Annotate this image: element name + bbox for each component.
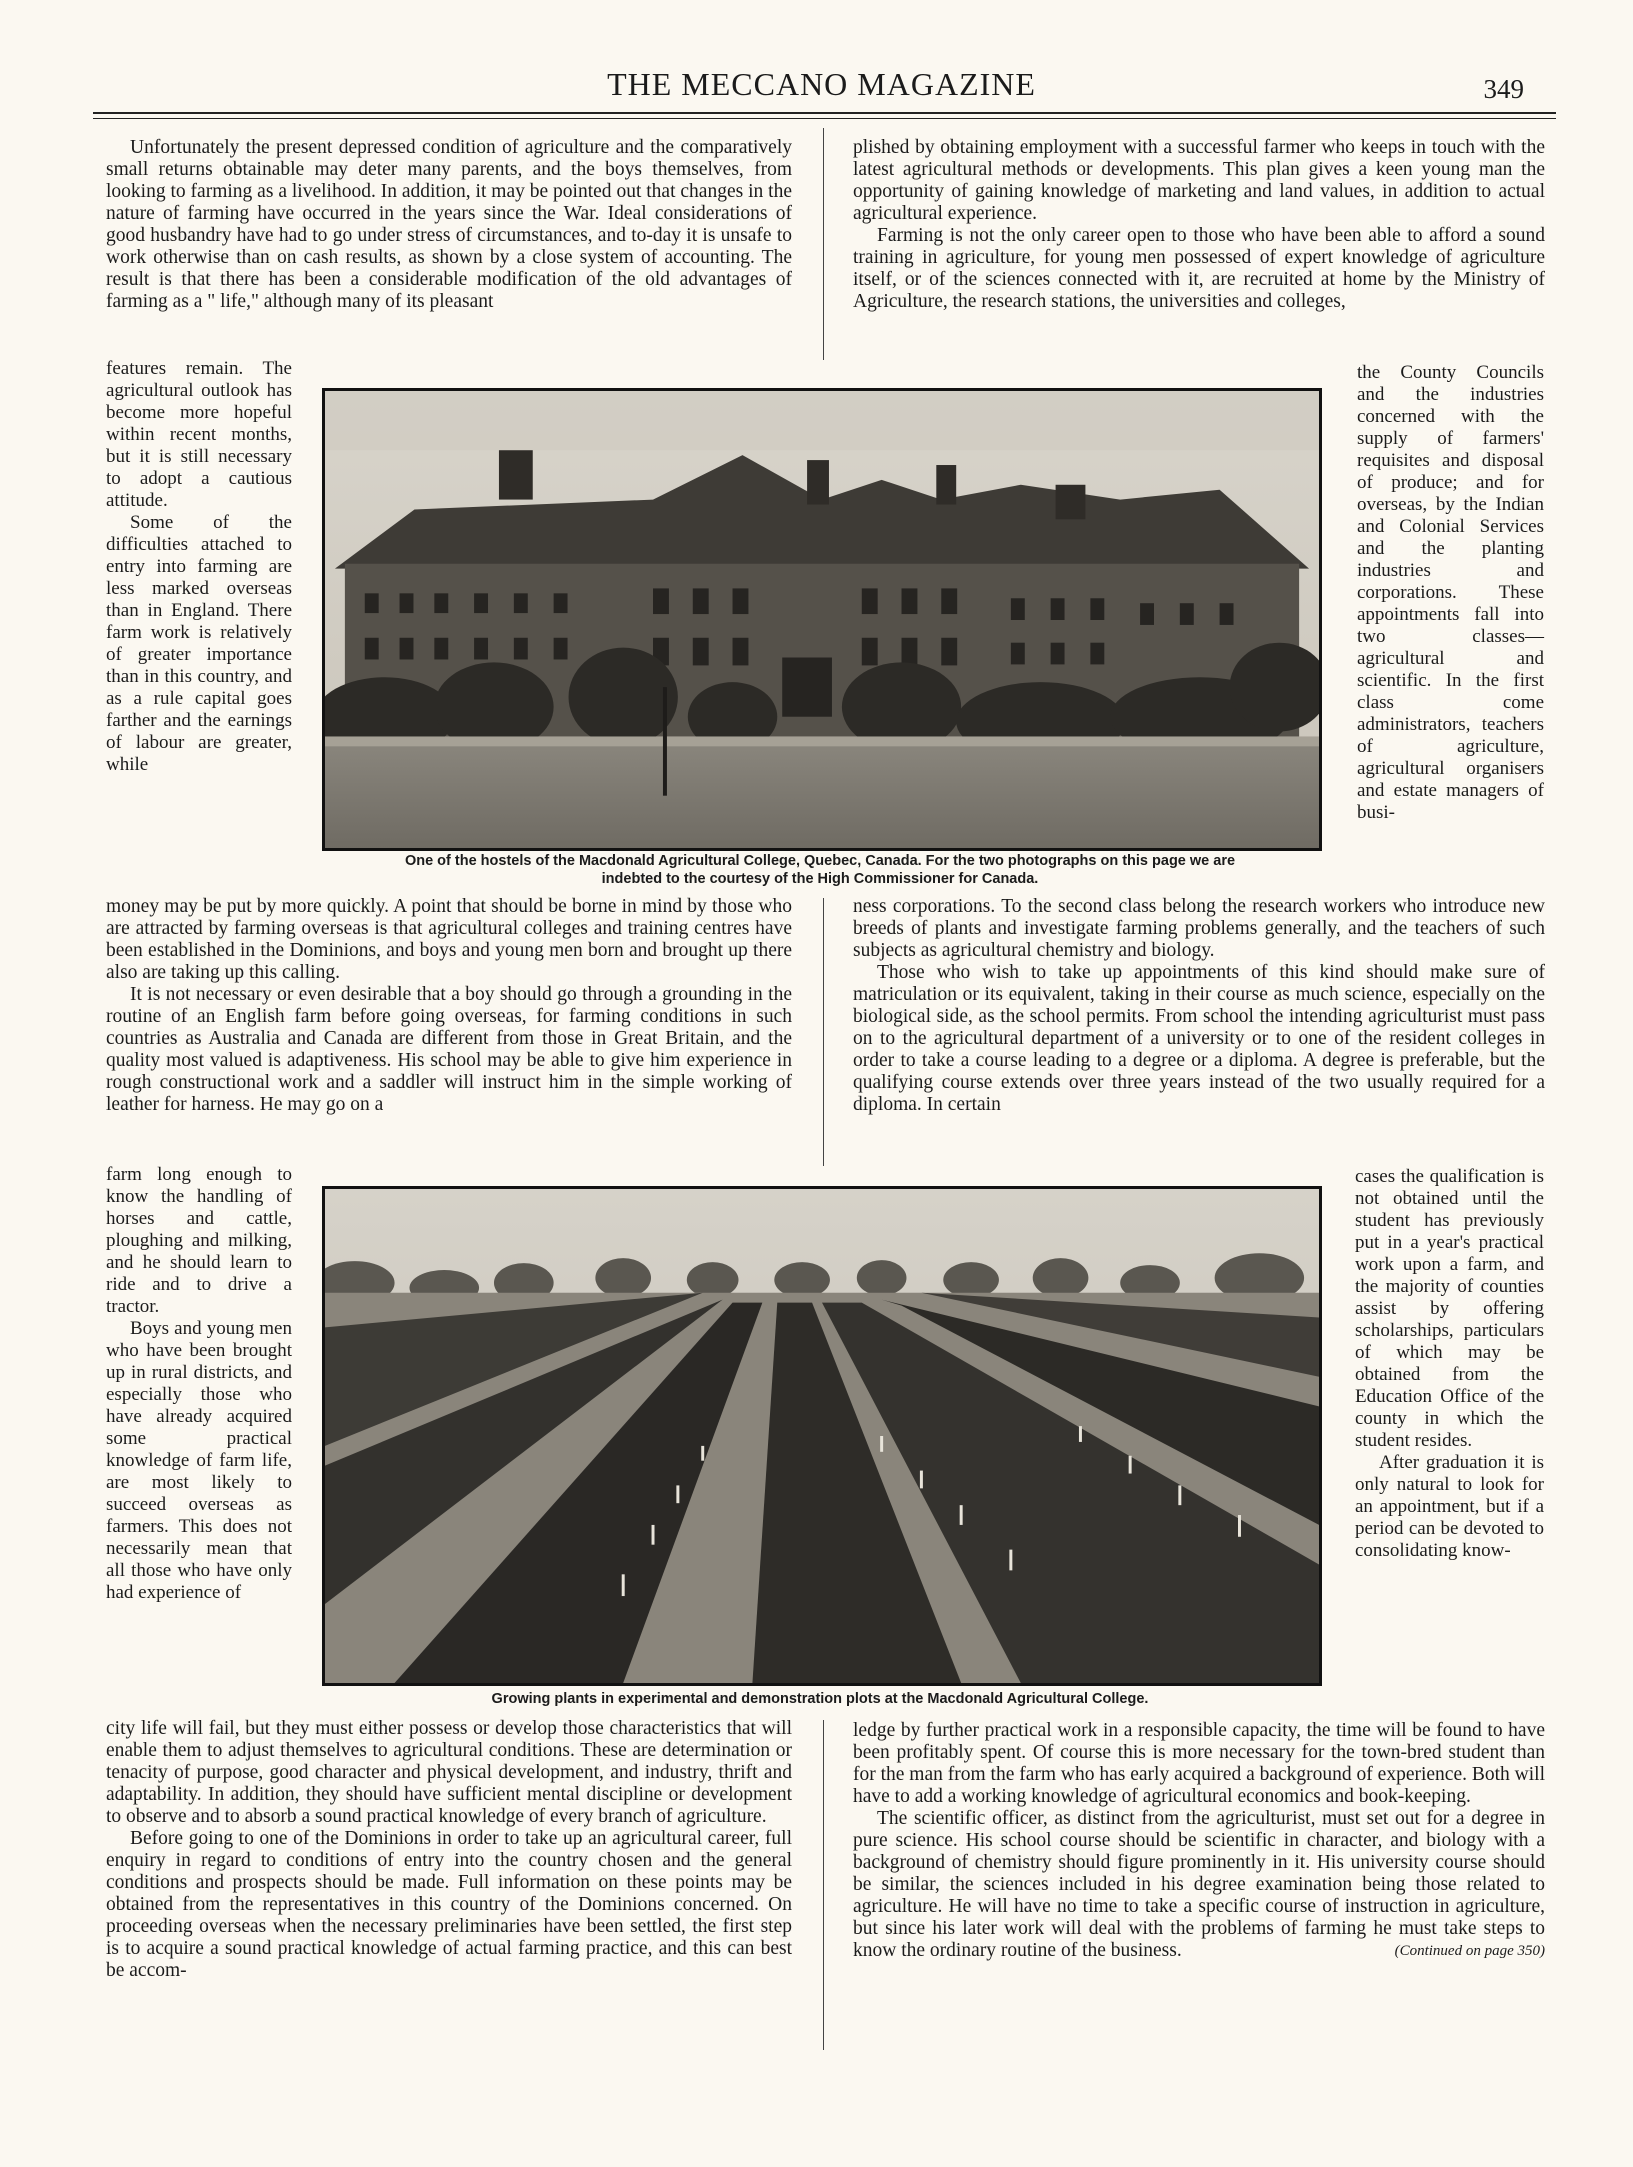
column-divider — [823, 128, 824, 360]
photo-college-hostel — [322, 388, 1322, 851]
col2-narrow-text: the County Councils and the industries concerned with the supply of farmers' requisites and disposal of produce; and for overseas, by the Indian and Colonial Services and the planting industries and corporations. These appointments fall into two classes— agricultural and scientific. In the first class come administrators, teachers of agriculture, agricultural organisers and estate managers of busi- — [1357, 362, 1544, 823]
magazine-title: THE MECCANO MAGAZINE — [607, 66, 1036, 102]
photo1-caption: One of the hostels of the Macdonald Agricultural College, Quebec, Canada. For the two photographs on this page we are indebted to the courtesy of the High Commissioner for Canada. — [404, 853, 1236, 887]
hostel-building-image — [325, 391, 1319, 848]
photo2-caption: Growing plants in experimental and demonstration plots at the Macdonald Agricultural College. — [491, 1691, 1149, 1707]
header-rule — [93, 112, 1556, 114]
col1-top-text: Unfortunately the present depressed condition of agriculture and the comparatively small returns obtainable may deter many parents, and the boys themselves, from looking to farming as a livelihood. In addition, it may be pointed out that changes in the nature of farming have occurred in the years since the War. Ideal considerations of good husbandry have had to go under stress of circumstances, and to-day it is unsafe to work otherwise than on cash results, as shown by a close system of accounting. The result is that there has been a considerable modification of the old advantages of farming as a " life," although many of its pleasant — [106, 137, 792, 312]
col1-narrow-text: features remain. The agricultural outlook has become more hopeful within recent months, but it is still necessary to adopt a cautious attitude. Some of the difficulties attached to entry into farming are less marked overseas than in England. There farm work is relatively of greater importance than in this country, and as a rule capital goes farther and the earnings of labour are greater, while — [106, 358, 292, 775]
col2-bottom-text: ledge by further practical work in a responsible capacity, the time will be found to have been profitably spent. Of course this is more necessary for the town-bred student than for the man from the farm who has early acquired a background of experience. Both will have to add a working knowledge of agricultural economics and book-keeping. The scientific officer, as distinct from the agriculturist, must set out for a degree in pure science. His school course should be scientific in character, and biology with a background of chemistry should figure prominently in it. His university course should be similar, the sciences included in his degree examination being those related to agriculture. He will have no time to take a specific course of instruction in agriculture, but since his later work will deal with the problems of farming he must take steps to know the ordinary routine of the business. (Continued on page 350) — [853, 1720, 1545, 1961]
photo-experimental-plots — [322, 1186, 1322, 1686]
column-divider — [823, 898, 824, 1166]
header-rule-thin — [93, 118, 1556, 119]
chimney — [499, 450, 533, 499]
col2-mid-text: ness corporations. To the second class belong the research workers who introduce new breeds of plants and investigate farming problems generally, and the teachers of such subjects as agricultural chemistry and biology. Those who wish to take up appointments of this kind should make sure of matriculation or its equivalent, taking in their course as much science, especially on the biological side, as the school permits. From school the intending agriculturist must pass on to the agricultural department of a university or to one of the resident colleges in order to take a course leading to a degree or a diploma. A degree is preferable, but the qualifying course extends over three years instead of the two usually required for a diploma. In certain — [853, 896, 1545, 1115]
column-divider — [823, 1720, 824, 2050]
col2-narrow-text-2: cases the qualification is not obtained until the student has previously put in a year's practical work upon a farm, and the majority of counties assist by offering scholarships, particulars of which may be obtained from the Education Office of the county in which the student resides. After graduation it is only natural to look for an appointment, but if a period can be devoted to consolidating know- — [1355, 1166, 1544, 1561]
col1-narrow-text-2: farm long enough to know the handling of horses and cattle, ploughing and milking, and he should learn to ride and to drive a tractor. Boys and young men who have been brought up in rural districts, and especially those who have already acquired some practical knowledge of farm life, are most likely to succeed overseas as farmers. This does not necessarily mean that all those who have only had experience of — [106, 1164, 292, 1603]
col1-bottom-text: city life will fail, but they must either possess or develop those characteristics that will enable them to adjust themselves to agricultural conditions. These are determination or tenacity of purpose, good character and physical development, and industry, thrift and adaptability. In addition, they should have sufficient mental discipline or development to observe and to absorb a sound practical knowledge of every branch of agriculture. Before going to one of the Dominions in order to take up an agricultural career, full enquiry in regard to conditions of entry into the country chosen and the general conditions and prospects should be made. Full information on these points may be obtained from the representatives in this country of the Dominions concerned. On proceeding overseas when the necessary preliminaries have been settled, the first step is to acquire a sound practical knowledge of actual farming practice, and this can best be accom- — [106, 1718, 792, 1981]
experimental-plots-image — [325, 1189, 1319, 1683]
col1-mid-text: money may be put by more quickly. A point that should be borne in mind by those who are attracted by farming overseas is that agricultural colleges and training centres have been established in the Dominions, and boys and young men born and brought up there also are taking up this calling. It is not necessary or even desirable that a boy should go through a grounding in the routine of an English farm before going overseas, for farming conditions in such countries as Australia and Canada are different from those in Great Britain, and the quality most valued is adaptiveness. His school may be able to give him experience in rough constructional work and a saddler will instruct him in the simple working of leather for harness. He may go on a — [106, 896, 792, 1115]
page-number: 349 — [1483, 74, 1524, 104]
continued-note: (Continued on page 350) — [1394, 1943, 1545, 1959]
col2-top-text: plished by obtaining employment with a successful farmer who keeps in touch with the latest agricultural methods or developments. This plan gives a keen young man the opportunity of gaining knowledge of marketing and land values, in addition to actual agricultural experience. Farming is not the only career open to those who have been able to afford a sound training in agriculture, for young men possessed of expert knowledge of agriculture itself, or of the sciences connected with it, are recruited at home by the Ministry of Agriculture, the research stations, the universities and colleges, — [853, 137, 1545, 312]
page-header — [93, 66, 1550, 110]
